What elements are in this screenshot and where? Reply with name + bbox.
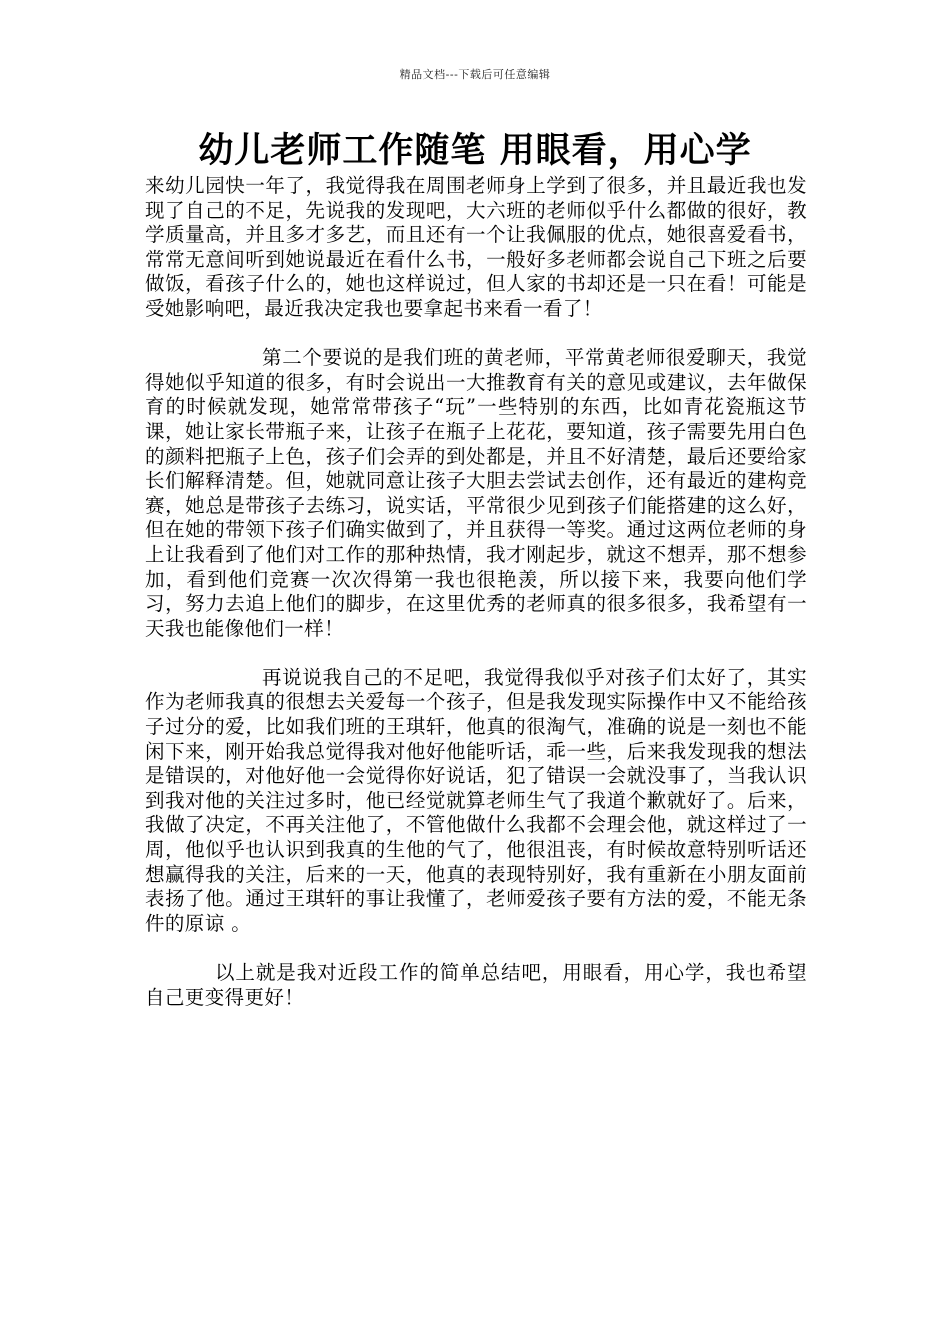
header-note: 精品文档---下载后可任意编辑	[399, 68, 551, 81]
paragraph-2: 第二个要说的是我们班的黄老师，平常黄老师很爱聊天，我觉得她似乎知道的很多，有时会说出一大推教育有关的意见或建议，去年做保育的时候就发现，她常常带孩子“玩”一些特别的东西，比如青花瓷瓶这节课，她让家长带瓶子来，让孩子在瓶子上花花，要知道，孩子需要先用白色的颜料把瓶子上色，孩子们会弄的到处都是，并且不好清楚，最后还要给家长们解释清楚。但，她就同意让孩子大胆去尝试去创作，还有最近的建构竞赛，她总是带孩子去练习，说实话，平常很少见到孩子们能搭建的这么好，但在她的带领下孩子们确实做到了，并且获得一等奖。通过这两位老师的身上让我看到了他们对工作的那种热情，我才刚起步，就这不想弄，那不想参加，看到他们竞赛一次次得第一我也很艳羡，所以接下来，我要向他们学习，努力去追上他们的脚步，在这里优秀的老师真的很多很多，我希望有一天我也能像他们一样！	[145, 346, 807, 640]
page-title: 幼儿老师工作随笔 用眼看，用心学	[198, 130, 752, 171]
document-body	[145, 174, 807, 1010]
paragraph-1: 来幼儿园快一年了，我觉得我在周围老师身上学到了很多，并且最近我也发现了自己的不足，先说我的发现吧，大六班的老师似乎什么都做的很好，教学质量高，并且多才多艺，而且还有一个让我佩服的优点，她很喜爱看书，常常无意间听到她说最近在看什么书，一般好多老师都会说自己下班之后要做饭，看孩子什么的，她也这样说过，但人家的书却还是一只在看！可能是受她影响吧，最近我决定我也要拿起书来看一看了！	[145, 174, 807, 320]
paragraph-4: 以上就是我对近段工作的简单总结吧，用眼看，用心学，我也希望自己更变得更好！	[145, 961, 807, 1009]
paragraph-3: 再说说我自己的不足吧，我觉得我似乎对孩子们太好了，其实作为老师我真的很想去关爱每一个孩子，但是我发现实际操作中又不能给孩子过分的爱，比如我们班的王琪轩，他真的很淘气，准确的说是一刻也不能闲下来，刚开始我总觉得我对他好他能听话，乖一些，后来我发现我的想法是错误的，对他好他一会觉得你好说话，犯了错误一会就没事了，当我认识到我对他的关注过多时，他已经觉就算老师生气了我道个歉就好了。后来，我做了决定，不再关注他了，不管他做什么我都不会理会他，就这样过了一周，他似乎也认识到我真的生他的气了，他很沮丧，有时候故意特别听话还想赢得我的关注，后来的一天，他真的表现特别好，我有重新在小朋友面前表扬了他。通过王琪轩的事让我懂了，老师爱孩子要有方法的爱，不能无条件的原谅 。	[145, 665, 807, 935]
